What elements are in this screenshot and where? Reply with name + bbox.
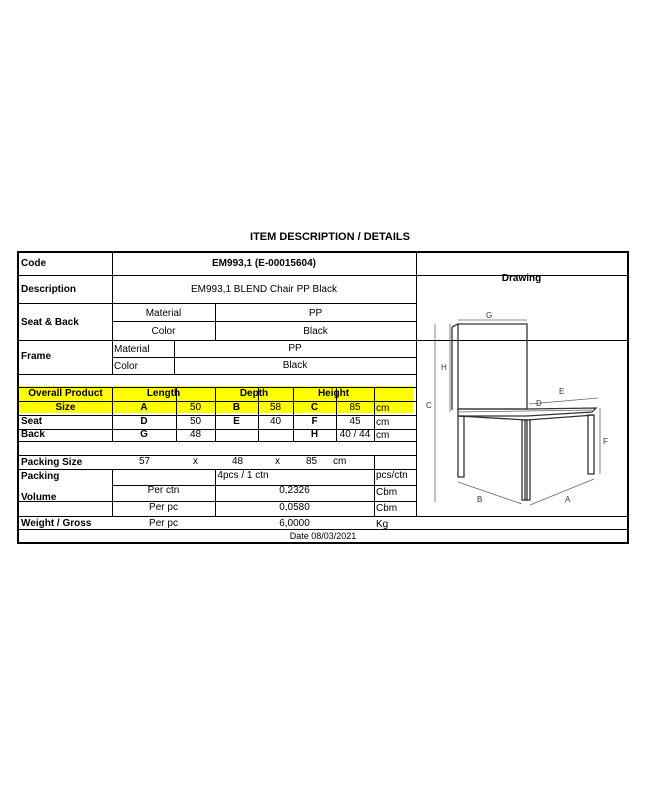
volume-per-ctn-label: Per ctn (147, 485, 180, 496)
rule (19, 303, 416, 304)
dim-a-letter: A (140, 402, 148, 413)
drawing-letter-d: D (536, 399, 542, 408)
dim-d-value: 50 (189, 416, 202, 427)
dim-b-value: 58 (269, 402, 282, 413)
dim-h-value: 40 / 44 (339, 429, 371, 440)
frame-label: Frame (21, 351, 52, 362)
length-label: Length (146, 388, 181, 399)
packing-size-unit: cm (333, 456, 347, 467)
description-label: Description (21, 284, 77, 295)
overall-size-label: Size (55, 402, 76, 413)
drawing-letter-e: E (559, 387, 565, 396)
seat-back-color-label: Color (151, 326, 176, 337)
dim-f-value: 45 (349, 416, 361, 427)
drawing-letter-f: F (603, 437, 608, 446)
rule (19, 516, 627, 517)
rule (112, 357, 416, 358)
rule (19, 374, 416, 375)
dim-d-letter: D (140, 416, 148, 427)
drawing-label: Drawing (501, 273, 542, 284)
rule (374, 387, 375, 441)
weight-value: 6,0000 (279, 518, 310, 529)
sheet-title: ITEM DESCRIPTION / DETAILS (250, 231, 410, 243)
frame-color-label: Color (114, 361, 138, 372)
dim-c-letter: C (310, 402, 319, 413)
dim-e-letter: E (233, 416, 240, 427)
packing-unit: pcs/ctn (376, 470, 408, 481)
dim-a-value: 50 (189, 402, 202, 413)
volume-per-pc-value: 0,0580 (279, 502, 310, 513)
description-value: EM993,1 BLEND Chair PP Black (191, 284, 337, 295)
overall-product-label: Overall Product (28, 388, 103, 399)
date: Date 08/03/2021 (289, 531, 357, 541)
drawing-letter-c: C (426, 401, 432, 410)
rule (19, 455, 416, 456)
seat-back-label: Seat & Back (21, 317, 79, 328)
dim-e-value: 40 (269, 416, 282, 427)
rule (19, 441, 416, 442)
packing-value: 4pcs / 1 ctn (217, 470, 269, 481)
seat-back-material: PP (308, 308, 323, 319)
dim-h-letter: H (310, 429, 319, 440)
volume-label: Volume (21, 492, 57, 503)
dim-c-value: 85 (349, 402, 361, 413)
volume-per-pc-unit: Cbm (376, 503, 398, 514)
volume-per-ctn-unit: Cbm (376, 487, 398, 498)
rule (416, 253, 417, 516)
packing-size-length: 57 (139, 456, 151, 467)
drawing-letter-h: H (441, 363, 447, 372)
drawing-letter-b: B (477, 495, 483, 504)
packing-size-width: 48 (232, 456, 244, 467)
weight-per-pc-label: Per pc (149, 518, 178, 529)
packing-size-height: 85 (306, 456, 318, 467)
code-value: EM993,1 (E-00015604) (212, 258, 316, 269)
depth-label: Depth (239, 388, 269, 399)
packing-size-label: Packing Size (21, 457, 83, 468)
dim-g-letter: G (140, 429, 148, 440)
frame-material-label: Material (114, 344, 150, 355)
code-label: Code (21, 258, 46, 269)
weight-unit: Kg (376, 519, 389, 530)
chair-drawing (426, 311, 608, 512)
frame-color: Black (282, 360, 308, 371)
rule (374, 455, 375, 516)
volume-per-ctn-value: 0,2326 (279, 485, 310, 496)
packing-label: Packing (21, 471, 60, 482)
dim-b-letter: B (232, 402, 241, 413)
rule (112, 321, 416, 322)
frame-material: PP (288, 343, 302, 354)
weight-label: Weight / Gross (21, 518, 92, 529)
drawing-letter-g: G (486, 311, 493, 320)
height-label: Height (317, 388, 350, 399)
dim-g-value: 48 (189, 429, 202, 440)
dim-seat-unit: cm (376, 417, 390, 428)
dim-f-letter: F (311, 416, 318, 427)
seat-back-material-label: Material (145, 308, 182, 319)
packing-size-x2: x (275, 456, 280, 467)
volume-per-pc-label: Per pc (149, 502, 178, 513)
seat-label: Seat (21, 416, 43, 427)
back-label: Back (21, 429, 45, 440)
dim-size-unit: cm (376, 403, 390, 414)
seat-back-color: Black (303, 326, 328, 337)
dim-back-unit: cm (376, 430, 390, 441)
packing-size-x1: x (193, 456, 198, 467)
drawing-letter-a: A (565, 495, 571, 504)
